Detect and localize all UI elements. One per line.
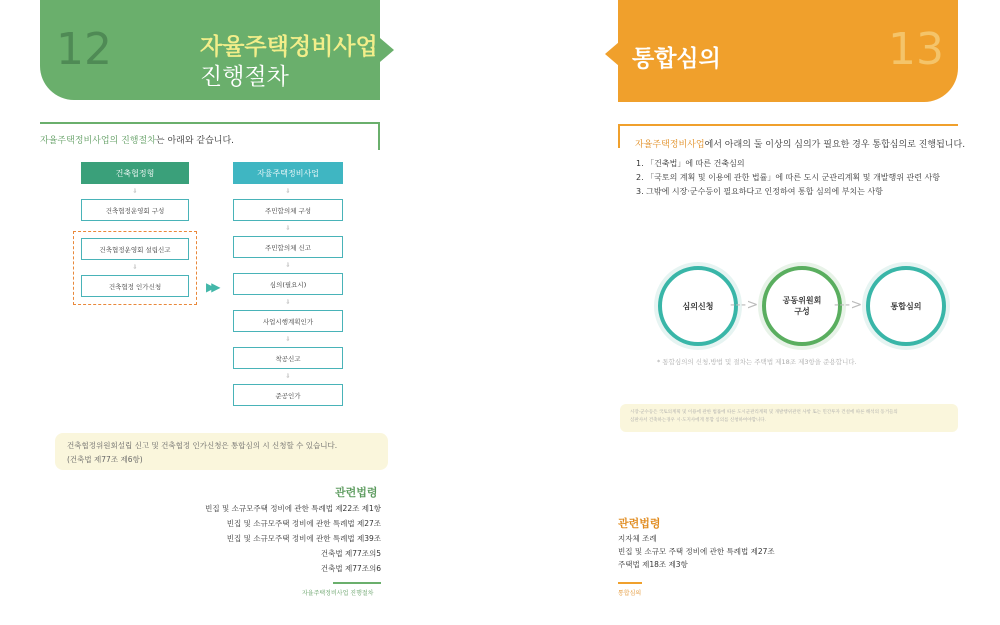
law-line: 빈집 및 소규모주택 정비에 관한 특례법 제27조 — [226, 519, 381, 528]
right-footer-rule — [618, 582, 642, 584]
right-footer: 통합심의 — [618, 590, 642, 597]
right-header-title: 통합심의 — [632, 46, 721, 72]
left-rule — [40, 122, 340, 124]
left-intro-highlight: 자율주택정비사업의 진행절차 — [40, 136, 156, 146]
down-arrow: ⇩ — [285, 373, 291, 380]
right-laws-title: 관련법령 — [618, 517, 661, 530]
flow-column-a — [81, 162, 189, 221]
right-small-note: * 통합심의의 신청,방법 및 절차는 주택법 제18조 제3항을 준용합니다. — [657, 358, 857, 366]
column-b-header: 자율주택정비사업 — [233, 162, 343, 184]
play-arrows-icon: ▶▶ — [206, 280, 217, 294]
right-intro-rest: 에서 아래의 둘 이상의 심의가 필요한 경우 통합심의로 진행됩니다. — [704, 140, 966, 150]
left-footer: 자율주택정비사업 진행절차 — [302, 590, 374, 597]
left-header-subtitle: 진행절차 — [200, 64, 289, 90]
left-footer-rule — [333, 582, 381, 584]
right-note-line: 시장·군수등은 국토의계획 및 이용에 관한 법률에 따른 도시군관리계획 및 개발행위관련 사항 또는 민간투자 건설에 따른 해석의 동거들의 — [630, 410, 898, 415]
down-arrow: ⇩ — [285, 188, 291, 195]
down-arrow: ⇩ — [285, 336, 291, 343]
left-intro-rest: 는 아래와 같습니다. — [155, 136, 235, 146]
left-rule-vertical — [378, 122, 380, 150]
law-line: 건축법 제77조의5 — [320, 549, 381, 558]
step-box: 건축협정운영회 설립신고 — [81, 238, 189, 260]
law-line: 건축법 제77조의6 — [320, 564, 381, 573]
step-box: 건축협정운영회 구성 — [81, 199, 189, 221]
down-arrow: ⇩ — [285, 225, 291, 232]
left-laws-title: 관련법령 — [335, 486, 378, 499]
right-intro-highlight: 자율주택정비사업 — [635, 140, 705, 150]
page-number-12: 12 — [56, 24, 112, 75]
list-item: 2. 「국토의 계획 및 이용에 관한 법률」에 따른 도시 군관리계획 및 개발행위 관련 사항 — [636, 173, 940, 182]
circle-step-1 — [658, 266, 738, 346]
down-arrow: ⇩ — [285, 299, 291, 306]
list-item: 3. 그밖에 시장·군수등이 필요하다고 인정하여 통합 심의에 부치는 사항 — [636, 187, 883, 196]
circle-label: 심의신청 — [682, 301, 714, 311]
left-intro — [40, 133, 234, 146]
flow-column-a-grouped — [81, 238, 189, 297]
circle-label: 공동위원회 구성 — [782, 296, 822, 316]
step-box: 심의(필요시) — [233, 273, 343, 295]
dashed-arrow-icon: - - - > — [834, 297, 861, 313]
dashed-arrow-icon: - - - > — [730, 297, 757, 313]
right-intro — [635, 137, 965, 150]
right-header-banner — [618, 0, 958, 102]
step-box: 준공인가 — [233, 384, 343, 406]
left-header-pointer — [380, 38, 394, 62]
left-header-title: 자율주택정비사업 — [200, 34, 378, 60]
law-line: 지자체 조례 — [618, 534, 657, 543]
step-box: 사업시행계획인가 — [233, 310, 343, 332]
right-rule — [618, 124, 958, 126]
down-arrow: ⇩ — [132, 264, 138, 271]
circle-label: 통합심의 — [890, 301, 922, 311]
left-note-line: (건축법 제77조 제6항) — [67, 455, 143, 464]
right-note-line: 심판사서 건축하는경우 시·도지사에게 통합 심의를 신청하여야합니다. — [630, 418, 767, 423]
law-line: 빈집 및 소규모 주택 정비에 관한 특례법 제27조 — [618, 547, 775, 556]
law-line: 빈집 및 소규모주택 정비에 관한 특례법 제22조 제1항 — [205, 504, 381, 513]
column-a-header: 건축협정형 — [81, 162, 189, 184]
circle-step-2 — [762, 266, 842, 346]
left-rule-end — [340, 122, 380, 124]
left-note-box — [55, 433, 388, 470]
law-line: 주택법 제18조 제3항 — [618, 560, 688, 569]
law-line: 빈집 및 소규모주택 정비에 관한 특례법 제39조 — [226, 534, 381, 543]
left-header-banner — [40, 0, 380, 100]
step-box: 주민합의체 구성 — [233, 199, 343, 221]
down-arrow: ⇩ — [132, 188, 138, 195]
page-number-13: 13 — [888, 24, 944, 75]
left-note-line: 건축협정위원회설립 신고 및 건축협정 인가신청은 통합심의 시 신청할 수 있습니다. — [67, 441, 338, 450]
right-rule-vertical — [618, 124, 620, 148]
flow-column-b — [233, 162, 343, 406]
step-box: 착공신고 — [233, 347, 343, 369]
circle-step-3 — [866, 266, 946, 346]
step-box: 건축협정 인가신청 — [81, 275, 189, 297]
down-arrow: ⇩ — [285, 262, 291, 269]
step-box: 주민합의체 신고 — [233, 236, 343, 258]
list-item: 1. 「건축법」에 따른 건축심의 — [636, 159, 745, 168]
right-note-box — [620, 404, 958, 432]
right-header-pointer — [605, 42, 619, 66]
